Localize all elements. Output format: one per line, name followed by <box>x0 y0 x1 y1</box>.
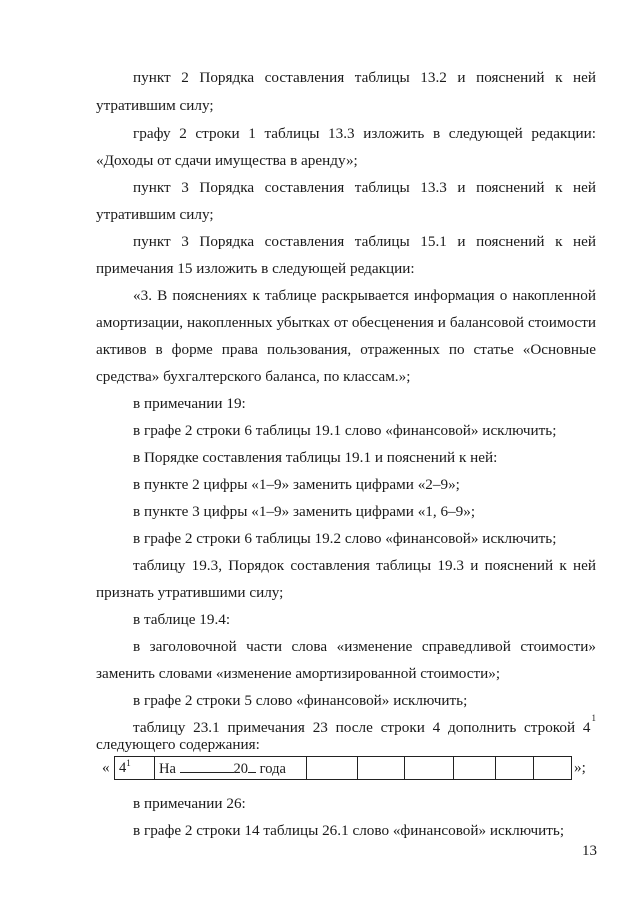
paragraph-line: активов в форме права пользования, отраженных по статье «Основные <box>96 341 596 358</box>
paragraph-line: в примечании 26: <box>133 795 246 812</box>
paragraph-line: в графе 2 строки 6 таблицы 19.2 слово «финансовой» исключить; <box>133 530 557 547</box>
paragraph-line: следующего содержания: <box>96 736 260 753</box>
paragraph-line: графу 2 строки 1 таблицы 13.3 изложить в следующей редакции: <box>133 125 596 142</box>
paragraph-line: утратившим силу; <box>96 206 214 223</box>
inserted-row-table <box>114 756 572 780</box>
row-code-cell: $4^1$ <box>115 757 155 780</box>
paragraph-line: «Доходы от сдачи имущества в аренду»; <box>96 152 358 169</box>
paragraph-line: пункт 2 Порядка составления таблицы 13.2 и пояснений к ней <box>133 69 596 86</box>
open-quote: « <box>102 759 110 776</box>
paragraph-line: в заголовочной части слова «изменение справедливой стоимости» <box>133 638 596 655</box>
empty-cell <box>358 757 405 780</box>
paragraph-line: в графе 2 строки 5 слово «финансовой» исключить; <box>133 692 468 709</box>
paragraph-text: таблицу 23.1 примечания 23 после строки 4 дополнить строкой 4 <box>133 719 591 736</box>
superscript: 1 <box>591 713 596 723</box>
paragraph-line: признать утратившими силу; <box>96 584 284 601</box>
paragraph-line: пункт 3 Порядка составления таблицы 13.3 и пояснений к ней <box>133 179 596 196</box>
close-quote: »; <box>574 759 586 776</box>
paragraph-line: утратившим силу; <box>96 97 214 114</box>
paragraph-line: в графе 2 строки 6 таблицы 19.1 слово «финансовой» исключить; <box>133 422 557 439</box>
empty-cell <box>307 757 358 780</box>
paragraph-line: в Порядке составления таблицы 19.1 и пояснений к ней: <box>133 449 498 466</box>
paragraph-line: в пункте 3 цифры «1–9» заменить цифрами «1, 6–9»; <box>133 503 476 520</box>
paragraph-line: примечания 15 изложить в следующей редакции: <box>96 260 415 277</box>
paragraph-line: заменить словами «изменение амортизированной стоимости»; <box>96 665 501 682</box>
empty-cell <box>534 757 572 780</box>
row-label-cell: На 20 года <box>155 757 307 780</box>
paragraph-line: в пункте 2 цифры «1–9» заменить цифрами «2–9»; <box>133 476 460 493</box>
paragraph-line: в графе 2 строки 14 таблицы 26.1 слово «финансовой» исключить; <box>133 822 565 839</box>
paragraph-line: «3. В пояснениях к таблице раскрывается информация о накопленной <box>133 287 596 304</box>
paragraph-line: в примечании 19: <box>133 395 246 412</box>
empty-cell <box>496 757 534 780</box>
empty-cell <box>405 757 454 780</box>
page-number: 13 <box>582 843 597 859</box>
paragraph-line: амортизации, накопленных убытках от обесценения и балансовой стоимости <box>96 314 596 331</box>
empty-cell <box>454 757 496 780</box>
paragraph-line: пункт 3 Порядка составления таблицы 15.1 и пояснений к ней <box>133 233 596 250</box>
paragraph-line: в таблице 19.4: <box>133 611 231 628</box>
inserted-table-row <box>96 756 596 782</box>
paragraph-line: таблицу 19.3, Порядок составления таблицы 19.3 и пояснений к ней <box>133 557 596 574</box>
paragraph-line: средства» бухгалтерского баланса, по классам.»; <box>96 368 411 385</box>
